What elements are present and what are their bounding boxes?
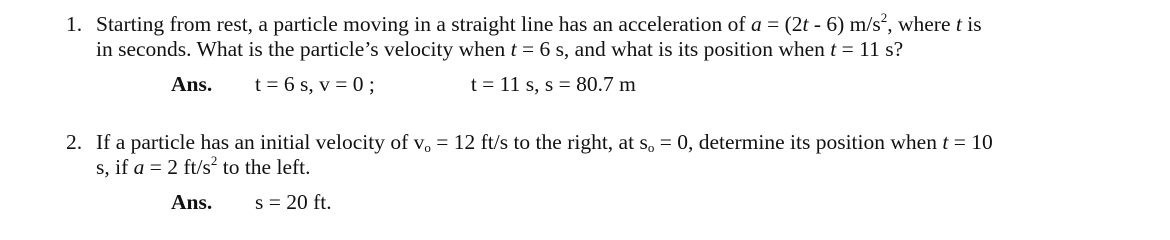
text-segment: = 2 ft/s bbox=[144, 155, 211, 179]
variable-t: t bbox=[830, 37, 837, 61]
variable-a: a bbox=[133, 155, 145, 179]
problem-statement bbox=[96, 130, 1156, 180]
answer-label: Ans. bbox=[171, 190, 213, 214]
variable-t: t bbox=[955, 12, 962, 36]
text-segment: = 0, determine its position when bbox=[654, 130, 943, 154]
text-segment: = (2 bbox=[761, 12, 803, 36]
problem-statement bbox=[96, 12, 1156, 62]
answer-part: t = 11 s, s = 80.7 m bbox=[470, 72, 636, 96]
problem-number: 2. bbox=[66, 130, 83, 154]
superscript: 2 bbox=[880, 10, 888, 25]
answer-part: t = 6 s, v = 0 ; bbox=[255, 72, 375, 96]
text-segment: to the left. bbox=[217, 155, 311, 179]
text-segment: s, if bbox=[96, 155, 134, 179]
text-segment: is bbox=[961, 12, 982, 36]
answer-part: s = 20 ft. bbox=[255, 190, 332, 214]
subscript: o bbox=[647, 140, 655, 155]
text-segment: in seconds. What is the particle’s velocity when bbox=[96, 37, 511, 61]
text-segment: If a particle has an initial velocity of v bbox=[96, 130, 425, 154]
answer-line bbox=[171, 190, 332, 215]
answer-label: Ans. bbox=[171, 72, 213, 96]
text-segment: = 6 s, and what is its position when bbox=[516, 37, 831, 61]
variable-t: t bbox=[510, 37, 517, 61]
text-segment: = 12 ft/s to the right, at s bbox=[430, 130, 648, 154]
statement-line bbox=[96, 12, 1156, 37]
variable-a: a bbox=[750, 12, 762, 36]
statement-line bbox=[96, 130, 1156, 155]
subscript: o bbox=[424, 140, 431, 155]
text-segment: , where bbox=[887, 12, 956, 36]
superscript: 2 bbox=[210, 153, 218, 168]
text-segment: = 10 bbox=[948, 130, 993, 154]
variable-t: t bbox=[942, 130, 949, 154]
text-segment: = 11 s? bbox=[836, 37, 904, 61]
text-segment: Starting from rest, a particle moving in a straight line has an acceleration of bbox=[96, 12, 751, 36]
statement-line bbox=[96, 155, 1156, 180]
text-segment: - 6) m/s bbox=[808, 12, 881, 36]
statement-line bbox=[96, 37, 1156, 62]
answer-line bbox=[171, 72, 636, 97]
problem-number: 1. bbox=[66, 12, 83, 36]
variable-t: t bbox=[802, 12, 809, 36]
